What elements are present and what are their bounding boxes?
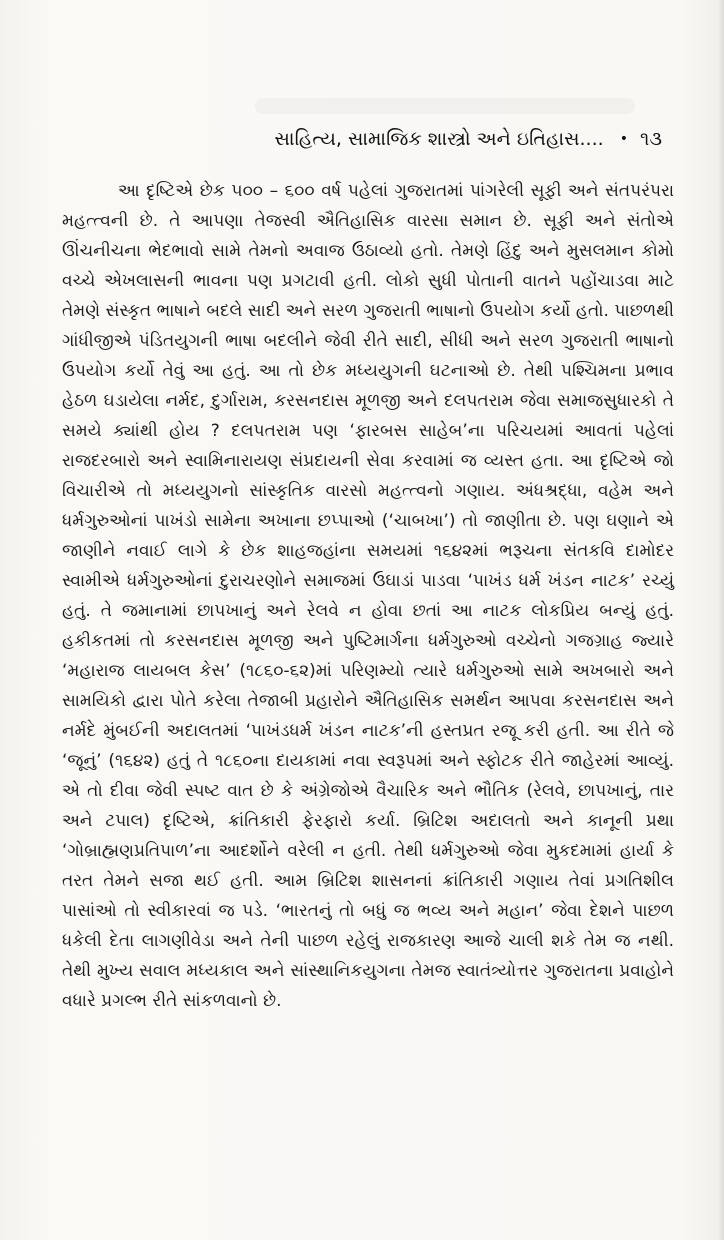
page-number: ૧૩ [640, 128, 662, 150]
header-bullet: • [619, 131, 628, 147]
body-paragraph: આ દૃષ્ટિએ છેક ૫૦૦ – ૬૦૦ વર્ષ પહેલાં ગુજરાતમાં પાંગરેલી સૂફી અને સંતપરંપરા મહત્ત્વની છે. તે આપણા તેજસ્વી ઐતિહાસિક વારસા સમાન છે. સૂફી અને સંતોએ ઊંચનીચના ભેદભાવો સામે તેમનો અવાજ ઉઠાવ્યો હતો. તેમણે હિંદુ અને મુસલમાન કોમો વચ્ચે એખલાસની ભાવના પણ પ્રગટાવી હતી. લોકો સુધી પોતાની વાતને પહોંચાડવા માટે તેમણે સંસ્કૃત ભાષાને બદલે સાદી અને સરળ ગુજરાતી ભાષાનો ઉપયોગ કર્યો હતો. પાછળથી ગાંધીજીએ પંડિતયુગની ભાષા બદલીને જેવી રીતે સાદી, સીધી અને સરળ ગુજરાતી ભાષાનો ઉપયોગ કર્યો તેવું આ હતું. આ તો છેક મધ્યયુગની ઘટનાઓ છે. તેથી પશ્ચિમના પ્રભાવ હેઠળ ઘડાયેલા નર્મદ, દુર્ગારામ, કરસનદાસ મૂળજી અને દલપતરામ જેવા સમાજસુધારકો તે સમયે ક્યાંથી હોય ? દલપતરામ પણ ‘ફારબસ સાહેબ’ના પરિચયમાં આવતાં પહેલાં રાજદરબારો અને સ્વામિનારાયણ સંપ્રદાયની સેવા કરવામાં જ વ્યસ્ત હતા. આ દૃષ્ટિએ જો વિચારીએ તો મધ્યયુગનો સાંસ્કૃતિક વારસો મહત્ત્વનો ગણાય. અંધશ્રદ્ધા, વહેમ અને ધર્મગુરુઓનાં પાખંડો સામેના અખાના છપ્પાઓ (‘ચાબખા’) તો જાણીતા છે. પણ ઘણાને એ જાણીને નવાઈ લાગે કે છેક શાહજહાંના સમયમાં ૧૬૪૨માં ભરૂચના સંતકવિ દામોદર સ્વામીએ ધર્મગુરુઓનાં દુરાચરણોને સમાજમાં ઉઘાડાં પાડવા ‘પાખંડ ધર્મ ખંડન નાટક’ રચ્યું હતું. તે જમાનામાં છાપખાનું અને રેલવે ન હોવા છતાં આ નાટક લોકપ્રિય બન્યું હતું. હકીકતમાં તો કરસનદાસ મૂળજી અને પુષ્ટિમાર્ગના ધર્મગુરુઓ વચ્ચેનો ગજગ્રાહ જ્યારે ‘મહારાજ લાયબલ કેસ’ (૧૮૬૦-૬૨)માં પરિણમ્યો ત્યારે ધર્મગુરુઓ સામે અખબારો અને સામયિકો દ્વારા પોતે કરેલા તેજાબી પ્રહારોને ઐતિહાસિક સમર્થન આપવા કરસનદાસ અને નર્મદે મુંબઈની અદાલતમાં ‘પાખંડધર્મ ખંડન નાટક’ની હસ્તપ્રત રજૂ કરી હતી. આ રીતે જે ‘જૂનું’ (૧૬૪૨) હતું તે ૧૮૬૦ના દાયકામાં નવા સ્વરૂપમાં અને સ્ફોટક રીતે જાહેરમાં આવ્યું. એ તો દીવા જેવી સ્પષ્ટ વાત છે કે અંગ્રેજોએ વૈચારિક અને ભૌતિક (રેલવે, છાપખાનું, તાર અને ટપાલ) દૃષ્ટિએ, ક્રાંતિકારી ફેરફારો કર્યા. બ્રિટિશ અદાલતો અને કાનૂની પ્રથા ‘ગોબ્રાહ્મણપ્રતિપાળ’ના આદર્શોને વરેલી ન હતી. તેથી ધર્મગુરુઓ જેવા મુકદમામાં હાર્યા કે તરત તેમને સજા થઈ હતી. આમ બ્રિટિશ શાસનનાં ક્રાંતિકારી ગણાય તેવાં પ્રગતિશીલ પાસાંઓ તો સ્વીકારવાં જ પડે. ‘ભારતનું તો બધું જ ભવ્ય અને મહાન’ જેવા દેશને પાછળ ધકેલી દેતા લાગણીવેડા અને તેની પાછળ રહેલું રાજકારણ આજે ચાલી શકે તેમ જ નથી. તેથી મુખ્ય સવાલ મધ્યકાલ અને સાંસ્થાનિકયુગના તેમજ સ્વાતંત્ર્યોત્તર ગુજરાતના પ્રવાહોને વધારે પ્રગલ્ભ રીતે સાંકળવાનો છે. [62, 181, 674, 1011]
running-header [275, 126, 662, 152]
running-title: સાહિત્ય, સામાજિક શાસ્ત્રો અને ઇતિહાસ.... [274, 128, 604, 150]
show-through-smudge [255, 98, 635, 114]
page-edge-shadow [718, 0, 724, 1240]
